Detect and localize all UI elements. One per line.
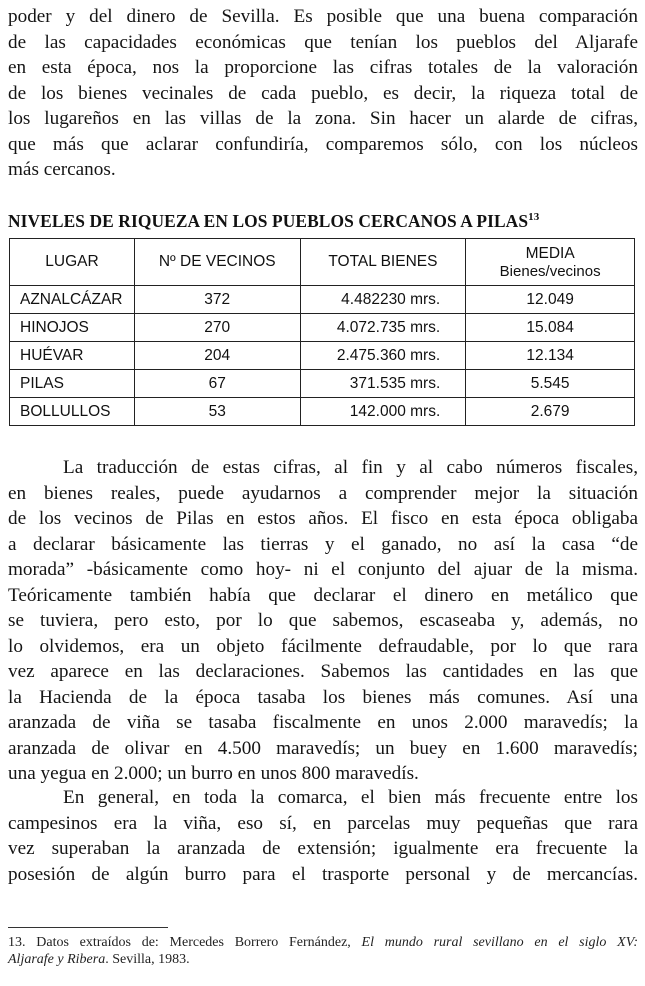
cell-lugar: AZNALCÁZAR <box>10 286 135 314</box>
footnote-reference: 13 <box>528 211 540 223</box>
wealth-table <box>9 238 635 426</box>
cell-total-bienes: 2.475.360 mrs. <box>300 342 466 370</box>
header-lugar: LUGAR <box>10 239 135 286</box>
text-line: los lugareños en las villas de la zona. Sin hacer un alarde de cifras, <box>8 108 638 129</box>
cell-media: 12.049 <box>466 286 635 314</box>
text-line: campesinos era la viña, eso sí, en parcelas muy pequeñas que rara <box>8 812 638 834</box>
table-row <box>10 286 635 314</box>
footnote-divider <box>8 927 168 928</box>
cell-media: 5.545 <box>466 370 635 398</box>
cell-lugar: PILAS <box>10 370 135 398</box>
text-line: en esta época, nos la proporcione las cifras totales de la valoración <box>8 57 638 78</box>
text-line: Teóricamente también había que declarar el dinero en metálico que <box>8 584 638 606</box>
text-line: más cercanos. <box>8 159 116 180</box>
text-line: lo olvidemos, era un objeto fácilmente defraudable, por lo que rara <box>8 635 638 657</box>
text-line: poder y del dinero de Sevilla. Es posible que una buena comparación <box>8 6 638 27</box>
header-vecinos: Nº DE VECINOS <box>134 239 300 286</box>
text-line: se tuviera, pero esto, por lo que sabemos, escaseaba y, además, no <box>8 610 638 631</box>
cell-total-bienes: 4.072.735 mrs. <box>300 314 466 342</box>
cell-media: 15.084 <box>466 314 635 342</box>
header-media <box>466 239 635 286</box>
table-row <box>10 342 635 370</box>
text-line: en bienes reales, puede ayudarnos a comprender mejor la situación <box>8 482 638 504</box>
footnote <box>8 934 638 968</box>
cell-vecinos: 372 <box>134 286 300 314</box>
table-header-row <box>10 239 635 286</box>
footnote-prefix: Datos extraídos de: Mercedes Borrero Fernández, <box>36 935 351 950</box>
text-line: la Hacienda de la época tasaba los bienes más comunes. Así una <box>8 686 638 708</box>
text-line: morada” -básicamente como hoy- ni el conjunto del ajuar de la misma. <box>8 559 638 580</box>
cell-vecinos: 67 <box>134 370 300 398</box>
text-line: una yegua en 2.000; un burro en unos 800 maravedís. <box>8 763 419 784</box>
footnote-line <box>8 951 638 968</box>
header-media-sublabel: Bienes/vecinos <box>499 262 601 280</box>
text-line: de los bienes vecinales de cada pueblo, es decir, la riqueza total de <box>8 82 638 104</box>
text-line: En general, en toda la comarca, el bien más frecuente entre los <box>63 787 638 808</box>
cell-media: 12.134 <box>466 342 635 370</box>
text-line: que más que aclarar confundiría, comparemos sólo, con los núcleos <box>8 133 638 155</box>
paragraph-comarca <box>8 785 638 887</box>
text-line: de los vecinos de Pilas en estos años. El fisco en esta época obligaba <box>8 508 638 529</box>
table-title-text: NIVELES DE RIQUEZA EN LOS PUEBLOS CERCANOS A PILAS <box>8 211 529 231</box>
cell-total-bienes: 4.482230 mrs. <box>300 286 466 314</box>
footnote-book-title-continued: Aljarafe y Ribera <box>8 952 106 967</box>
cell-media: 2.679 <box>466 398 635 426</box>
text-line: de las capacidades económicas que tenían los pueblos del Aljarafe <box>8 31 638 53</box>
footnote-line <box>8 934 638 951</box>
header-total-bienes: TOTAL BIENES <box>300 239 466 286</box>
header-media-label: MEDIA <box>525 244 575 262</box>
cell-lugar: HINOJOS <box>10 314 135 342</box>
footnote-suffix: . Sevilla, 1983. <box>105 952 190 967</box>
cell-total-bienes: 142.000 mrs. <box>300 398 466 426</box>
paragraph-intro <box>8 4 638 183</box>
text-line: aranzada de viña se tasaba fiscalmente en unos 2.000 maravedís; la <box>8 712 638 733</box>
text-line: a declarar básicamente las tierras y el ganado, no así la casa “de <box>8 533 638 555</box>
paragraph-fiscal <box>8 455 638 787</box>
text-line: vez aparece en las declaraciones. Sabemos las cantidades en las que <box>8 661 638 682</box>
table-title <box>8 211 640 232</box>
text-line: La traducción de estas cifras, al fin y al cabo números fiscales, <box>63 457 638 478</box>
text-line: posesión de algún burro para el trasporte personal y de mercancías. <box>8 863 638 885</box>
table-row <box>10 314 635 342</box>
table-row <box>10 398 635 426</box>
footnote-book-title: El mundo rural sevillano en el siglo XV: <box>361 935 639 950</box>
table-row <box>10 370 635 398</box>
footnote-number: 13. <box>8 935 26 950</box>
cell-total-bienes: 371.535 mrs. <box>300 370 466 398</box>
cell-lugar: BOLLULLOS <box>10 398 135 426</box>
cell-lugar: HUÉVAR <box>10 342 135 370</box>
text-line: aranzada de olivar en 4.500 maravedís; un buey en 1.600 maravedís; <box>8 737 638 759</box>
cell-vecinos: 204 <box>134 342 300 370</box>
text-line: vez superaban la aranzada de extensión; igualmente era frecuente la <box>8 838 638 859</box>
cell-vecinos: 270 <box>134 314 300 342</box>
cell-vecinos: 53 <box>134 398 300 426</box>
